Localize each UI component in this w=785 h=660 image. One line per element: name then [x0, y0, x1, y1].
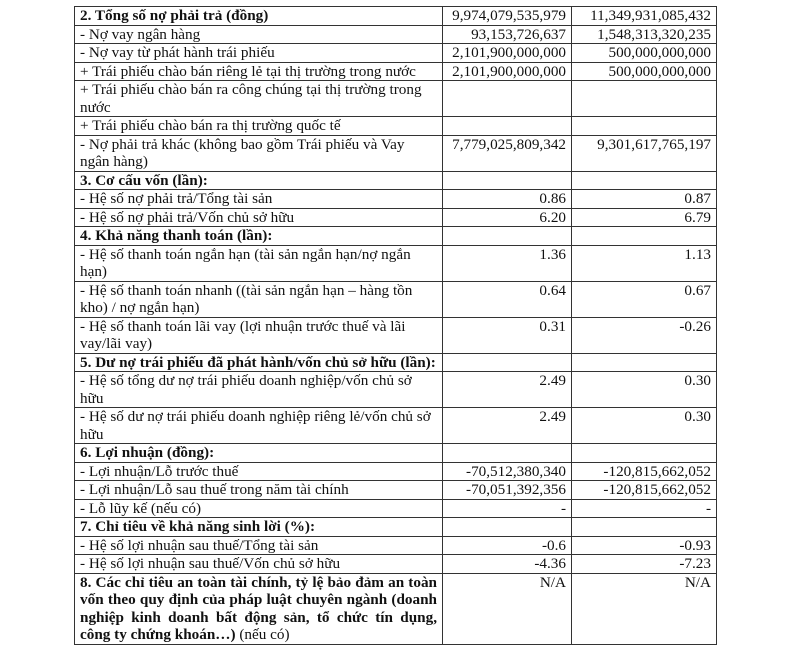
value-current-period: [443, 171, 572, 190]
row-label: [75, 462, 443, 481]
table-row: [75, 408, 717, 444]
row-label: [75, 245, 443, 281]
table-row: [75, 135, 717, 171]
value-previous-period: 1.13: [572, 245, 717, 281]
value-current-period: -4.36: [443, 555, 572, 574]
table-row: [75, 481, 717, 500]
row-label-text: 7. Chỉ tiêu về khả năng sinh lời (%):: [80, 518, 315, 535]
value-previous-period: [572, 117, 717, 136]
row-label-text: - Nợ vay ngân hàng: [80, 25, 201, 43]
table-row: [75, 44, 717, 63]
value-current-period: 6.20: [443, 208, 572, 227]
value-current-period: 1.36: [443, 245, 572, 281]
row-label-text: - Hệ số thanh toán nhanh ((tài sản ngắn hạn – hàng tồn kho) / nợ ngắn hạn): [80, 281, 413, 316]
row-label: [75, 117, 443, 136]
value-previous-period: 0.67: [572, 281, 717, 317]
row-label-text: + Trái phiếu chào bán riêng lẻ tại thị trường trong nước: [80, 62, 416, 80]
value-previous-period: [572, 171, 717, 190]
row-label: [75, 573, 443, 644]
table-row: [75, 372, 717, 408]
row-label-text: - Lợi nhuận/Lỗ sau thuế trong năm tài chính: [80, 481, 349, 498]
value-current-period: 2,101,900,000,000: [443, 62, 572, 81]
table-row: [75, 536, 717, 555]
row-label-text: 2. Tổng số nợ phải trả (đồng): [80, 7, 269, 24]
value-current-period: 0.31: [443, 317, 572, 353]
value-previous-period: [572, 444, 717, 463]
row-label-text: - Nợ vay từ phát hành trái phiếu: [80, 44, 275, 61]
value-previous-period: -0.93: [572, 536, 717, 555]
row-label: [75, 536, 443, 555]
row-label: [75, 227, 443, 246]
value-current-period: 2.49: [443, 372, 572, 408]
section-header-row: [75, 573, 717, 644]
row-label: [75, 190, 443, 209]
value-current-period: 0.86: [443, 190, 572, 209]
row-label: [75, 372, 443, 408]
row-label: [75, 317, 443, 353]
value-previous-period: -: [572, 499, 717, 518]
value-previous-period: [572, 353, 717, 372]
row-label-text: - Hệ số tổng dư nợ trái phiếu doanh nghiệp/vốn chủ sở hữu: [80, 372, 412, 407]
row-label: [75, 481, 443, 500]
value-previous-period: [572, 518, 717, 537]
table-row: [75, 81, 717, 117]
value-previous-period: 11,349,931,085,432: [572, 7, 717, 26]
row-label-text: 3. Cơ cấu vốn (lần):: [80, 171, 208, 189]
table-body: [75, 7, 717, 645]
row-label: [75, 208, 443, 227]
value-previous-period: 9,301,617,765,197: [572, 135, 717, 171]
value-previous-period: -120,815,662,052: [572, 462, 717, 481]
value-previous-period: 1,548,313,320,235: [572, 25, 717, 44]
section-header-row: [75, 444, 717, 463]
value-previous-period: 500,000,000,000: [572, 44, 717, 63]
row-label-text: 4. Khả năng thanh toán (lần):: [80, 227, 273, 244]
row-label: [75, 353, 443, 372]
value-previous-period: 500,000,000,000: [572, 62, 717, 81]
value-previous-period: -0.26: [572, 317, 717, 353]
row-label: [75, 499, 443, 518]
value-current-period: 9,974,079,535,979: [443, 7, 572, 26]
row-label: [75, 171, 443, 190]
value-previous-period: [572, 81, 717, 117]
row-label-text: - Hệ số lợi nhuận sau thuế/Tổng tài sản: [80, 536, 319, 554]
row-label: [75, 25, 443, 44]
row-label-text: - Hệ số lợi nhuận sau thuế/Vốn chủ sở hữu: [80, 555, 341, 572]
section-header-row: [75, 227, 717, 246]
section-header-row: [75, 7, 717, 26]
value-current-period: 2.49: [443, 408, 572, 444]
value-current-period: 0.64: [443, 281, 572, 317]
value-current-period: [443, 444, 572, 463]
value-current-period: 7,779,025,809,342: [443, 135, 572, 171]
value-current-period: [443, 227, 572, 246]
table-row: [75, 499, 717, 518]
table-row: [75, 62, 717, 81]
table-row: [75, 245, 717, 281]
value-current-period: -70,512,380,340: [443, 462, 572, 481]
value-current-period: [443, 518, 572, 537]
value-current-period: 93,153,726,637: [443, 25, 572, 44]
value-current-period: -70,051,392,356: [443, 481, 572, 500]
value-current-period: -0.6: [443, 536, 572, 555]
value-current-period: [443, 117, 572, 136]
row-label-text: 8. Các chỉ tiêu an toàn tài chính, tỷ lệ bảo đảm an toàn vốn theo quy định của pháp luật chuyên ngành (doanh nghiệp kinh doanh bất động sản, tổ chức tín dụng, công ty chứng khoán…): [80, 573, 437, 643]
value-previous-period: [572, 227, 717, 246]
row-label-text: - Hệ số dư nợ trái phiếu doanh nghiệp riêng lẻ/vốn chủ sở hữu: [80, 408, 431, 443]
section-header-row: [75, 518, 717, 537]
table-row: [75, 190, 717, 209]
table-row: [75, 555, 717, 574]
row-label: [75, 281, 443, 317]
table-row: [75, 462, 717, 481]
value-current-period: [443, 353, 572, 372]
row-label-text: - Nợ phải trả khác (không bao gồm Trái phiếu và Vay ngân hàng): [80, 135, 405, 170]
row-label: [75, 444, 443, 463]
row-label: [75, 135, 443, 171]
row-label-text: - Lỗ lũy kế (nếu có): [80, 499, 202, 517]
section-header-row: [75, 353, 717, 372]
row-label: [75, 81, 443, 117]
financial-indicators-table: [74, 6, 717, 645]
value-current-period: 2,101,900,000,000: [443, 44, 572, 63]
value-previous-period: 0.87: [572, 190, 717, 209]
row-label-text: - Hệ số nợ phải trả/Tổng tài sản: [80, 190, 273, 207]
table-row: [75, 281, 717, 317]
row-label-text: 6. Lợi nhuận (đồng):: [80, 444, 215, 461]
value-previous-period: N/A: [572, 573, 717, 644]
row-label: [75, 555, 443, 574]
row-label: [75, 408, 443, 444]
value-current-period: [443, 81, 572, 117]
row-label: [75, 7, 443, 26]
row-label-text: 5. Dư nợ trái phiếu đã phát hành/vốn chủ sở hữu (lần):: [80, 353, 436, 371]
section-header-row: [75, 171, 717, 190]
row-label: [75, 44, 443, 63]
row-label-text: - Hệ số thanh toán ngắn hạn (tài sản ngắn hạn/nợ ngắn hạn): [80, 245, 411, 280]
value-current-period: N/A: [443, 573, 572, 644]
table-row: [75, 117, 717, 136]
table-row: [75, 25, 717, 44]
value-previous-period: 0.30: [572, 372, 717, 408]
row-label-text: - Hệ số nợ phải trả/Vốn chủ sở hữu: [80, 208, 295, 226]
row-label: [75, 518, 443, 537]
row-label: [75, 62, 443, 81]
value-previous-period: -120,815,662,052: [572, 481, 717, 500]
row-label-suffix: (nếu có): [235, 626, 290, 643]
row-label-text: - Lợi nhuận/Lỗ trước thuế: [80, 462, 239, 480]
row-label-text: - Hệ số thanh toán lãi vay (lợi nhuận trước thuế và lãi vay/lãi vay): [80, 317, 406, 352]
value-previous-period: -7.23: [572, 555, 717, 574]
row-label-text: + Trái phiếu chào bán ra công chúng tại thị trường trong nước: [80, 81, 422, 116]
value-previous-period: 6.79: [572, 208, 717, 227]
table-row: [75, 208, 717, 227]
row-label-text: + Trái phiếu chào bán ra thị trường quốc tế: [80, 117, 341, 134]
value-current-period: -: [443, 499, 572, 518]
table-row: [75, 317, 717, 353]
value-previous-period: 0.30: [572, 408, 717, 444]
